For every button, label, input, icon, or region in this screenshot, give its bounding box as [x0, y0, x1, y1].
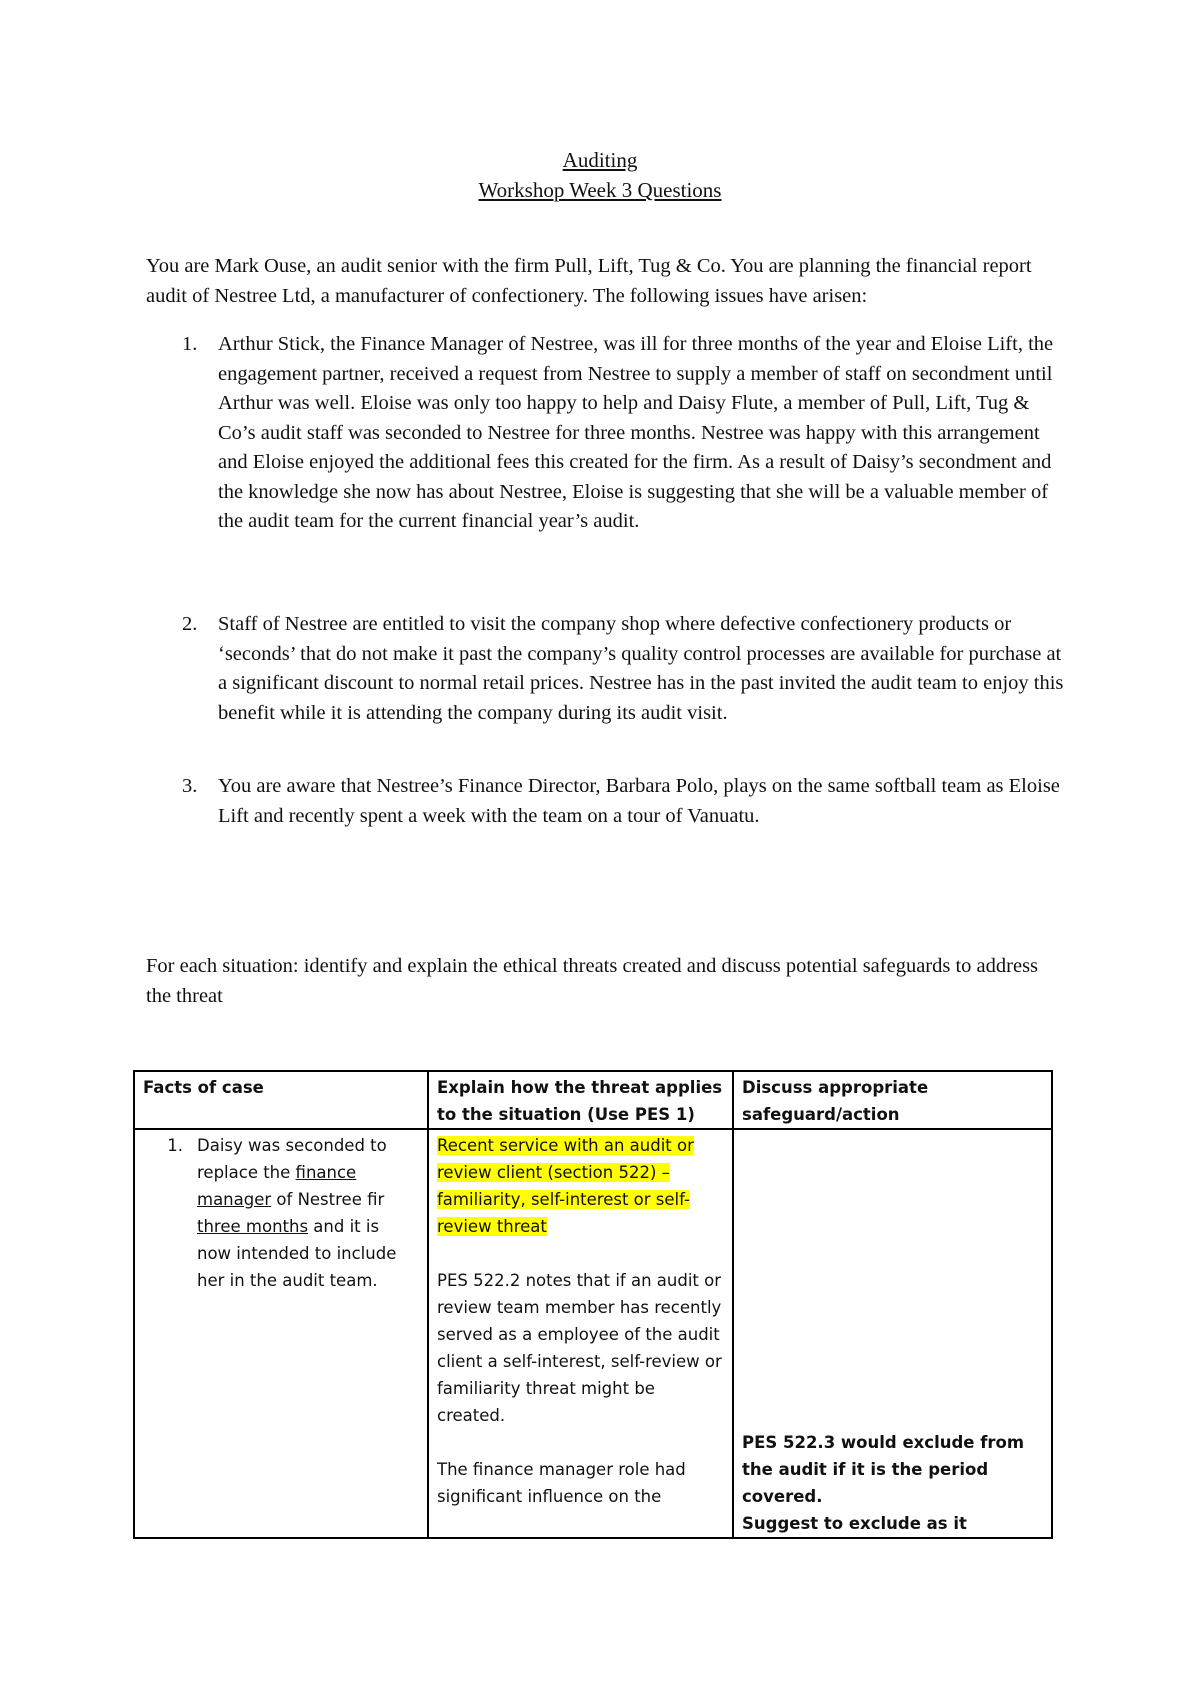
issue-text: Arthur Stick, the Finance Manager of Nestree, was ill for three months of the year and Eloise Lift, the engagement partner, received a request from Nestree to supply a member of staff on secondment until Arthur was well. Eloise was only too happy to help and Daisy Flute, a member of Pull, Lift, Tug & Co’s audit staff was seconded to Nestree for three months. Nestree was happy with this arrangement and Eloise enjoyed the additional fees this created for the firm. As a result of Daisy’s secondment and the knowledge she now has about Nestree, Eloise is suggesting that she will be a valuable member of the audit team for the current financial year’s audit.: [218, 333, 1054, 532]
issue-text: You are aware that Nestree’s Finance Director, Barbara Polo, plays on the same softball team as Eloise Lift and recently spent a week with the team on a tour of Vanuatu.: [218, 775, 1060, 827]
header-discuss: Discuss appropriate safeguard/action: [733, 1071, 1052, 1129]
header-explain: Explain how the threat applies to the situation (Use PES 1): [428, 1071, 733, 1129]
header-facts: Facts of case: [134, 1071, 428, 1129]
fact-underlined-text: finance manager: [197, 1163, 357, 1209]
document-subtitle: Workshop Week 3 Questions: [478, 178, 722, 202]
issue-number: 2.: [182, 613, 198, 635]
facts-cell: [134, 1129, 428, 1538]
issue-number: 3.: [182, 775, 198, 797]
highlighted-threat: Recent service with an audit or review client (section 522) – familiarity, self-interest or self-review threat: [437, 1136, 694, 1236]
table-row: [134, 1129, 1052, 1538]
issue-item: [146, 330, 1066, 537]
safeguard-text: Suggest to exclude as it: [742, 1514, 967, 1533]
title-block: [0, 145, 1200, 205]
table-header-row: [134, 1071, 1052, 1129]
issue-number: 1.: [182, 333, 198, 355]
fact-text: [197, 1132, 407, 1294]
issue-item: [146, 772, 1066, 831]
safeguard-text: PES 522.3 would exclude from the audit if it is the period covered.: [742, 1433, 1025, 1506]
case-table: [133, 1070, 1053, 1539]
fact-number: 1.: [167, 1136, 183, 1155]
discuss-cell: [733, 1129, 1052, 1538]
issue-text: Staff of Nestree are entitled to visit the company shop where defective confectionery products or ‘seconds’ that do not make it past the company’s quality control processes are available for purchase at a significant discount to normal retail prices. Nestree has in the past invited the audit team to enjoy this benefit while it is attending the company during its audit visit.: [218, 613, 1064, 724]
fact-text-part: of Nestree fir: [271, 1190, 385, 1209]
document-title: Auditing: [562, 148, 638, 172]
fact-text-part: Daisy was seconded to replace the: [197, 1136, 387, 1182]
intro-paragraph: You are Mark Ouse, an audit senior with the firm Pull, Lift, Tug & Co. You are planning the financial report audit of Nestree Ltd, a manufacturer of confectionery. The following issues have arisen:: [146, 255, 1032, 307]
fact-text-part: and it is now intended to include her in the audit team.: [197, 1217, 397, 1290]
issue-item: [146, 610, 1066, 728]
fact-underlined-text: three months: [197, 1217, 309, 1236]
instruction-paragraph: For each situation: identify and explain the ethical threats created and discuss potential safeguards to address the threat: [146, 955, 1039, 1007]
explain-paragraph: The finance manager role had significant influence on the: [437, 1460, 686, 1506]
explain-paragraph: PES 522.2 notes that if an audit or review team member has recently served as a employee of the audit client a self-interest, self-review or familiarity threat might be created.: [437, 1271, 722, 1425]
explain-cell: [428, 1129, 733, 1538]
